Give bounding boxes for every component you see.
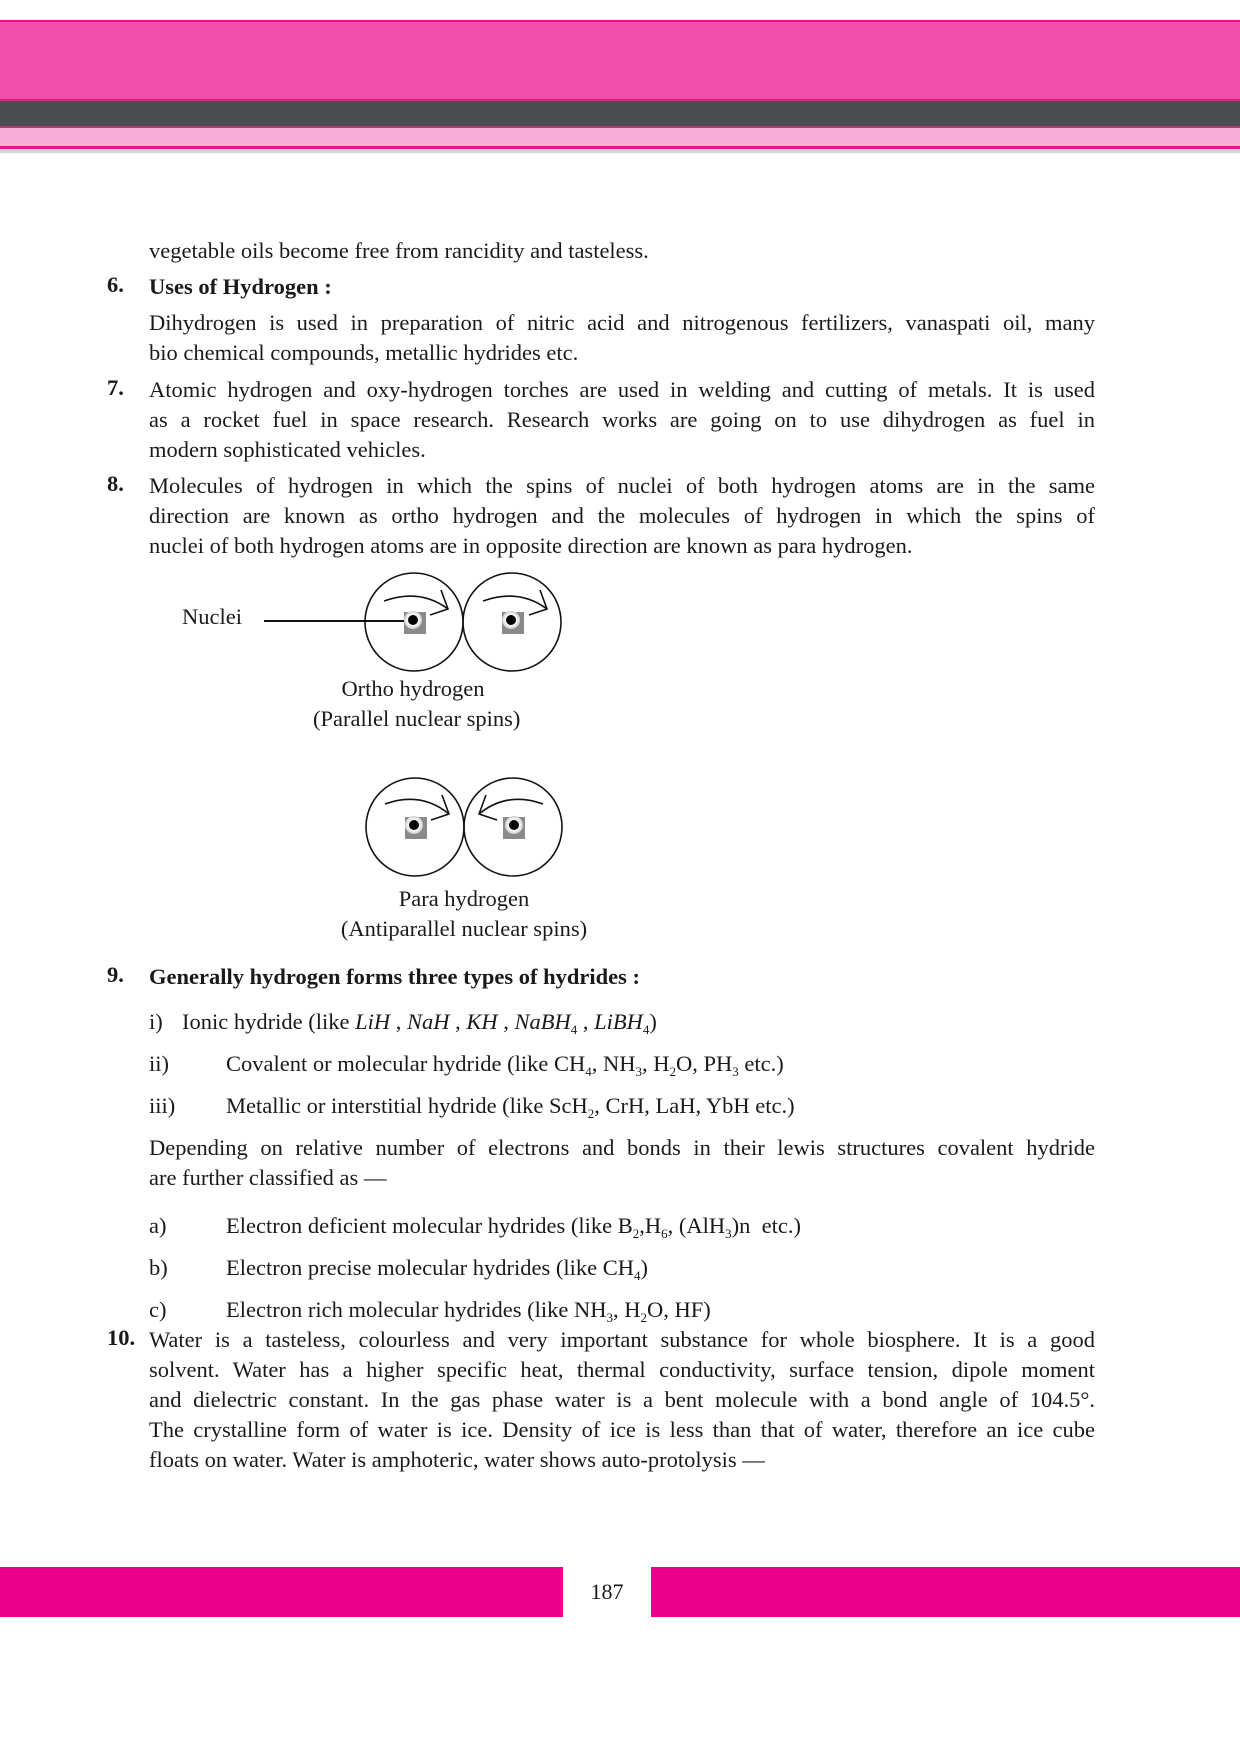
nucleus-square xyxy=(502,612,524,634)
spin-arrowhead xyxy=(430,590,448,615)
nucleus-dot xyxy=(506,615,516,625)
spin-arrowhead xyxy=(529,590,547,615)
nucleus-halo xyxy=(502,611,520,629)
para-title: Para hydrogen xyxy=(398,886,530,911)
class-electron-deficient: Electron deficient molecular hydrides (like $B_2,H_6$, (AlH$_3$)n etc.) xyxy=(226,1213,801,1241)
spin-arrowhead xyxy=(431,795,449,820)
page-number: 187 xyxy=(590,1579,624,1604)
para-atom-left xyxy=(366,778,464,876)
item-6-line: bio chemical compounds, metallic hydrides etc. xyxy=(149,340,579,365)
nucleus-halo xyxy=(404,611,422,629)
ionic-prefix: Ionic hydride (like xyxy=(182,1009,356,1034)
item-10-line: Water is a tasteless, colourless and very important substance for whole biosphere. It is a good xyxy=(149,1327,1095,1352)
continuation-text: vegetable oils become free from rancidity and tasteless. xyxy=(149,238,649,263)
item-7-line: Atomic hydrogen and oxy-hydrogen torches are used in welding and cutting of metals. It is used xyxy=(149,377,1095,402)
class-label: b) xyxy=(149,1255,168,1280)
classification-line: Depending on relative number of electrons and bonds in their lewis structures covalent hydride xyxy=(149,1135,1095,1160)
spin-arrow-clockwise xyxy=(384,596,448,609)
atom-circle xyxy=(463,573,561,671)
para-subtitle: (Antiparallel nuclear spins) xyxy=(340,916,588,941)
item-7-line: as a rocket fuel in space research. Research works are going on to use dihydrogen as fuel in xyxy=(149,407,1095,432)
nucleus-dot xyxy=(409,820,419,830)
footer-bar-right xyxy=(651,1567,1240,1617)
class-label: c) xyxy=(149,1297,167,1322)
spin-arrow-clockwise xyxy=(385,799,449,814)
item-10-line: solvent. Water has a higher specific heat, thermal conductivity, surface tension, dipole moment xyxy=(149,1357,1095,1382)
atom-circle xyxy=(464,778,562,876)
ionic-suffix: ) xyxy=(649,1009,657,1034)
nuclei-label: Nuclei xyxy=(182,604,242,629)
header-pink-band xyxy=(0,22,1240,99)
nucleus-dot xyxy=(509,820,519,830)
item-9-number: 9. xyxy=(107,962,124,987)
spin-arrowhead xyxy=(479,795,497,820)
item-10-number: 10. xyxy=(107,1325,136,1350)
spin-arrow-anticlockwise xyxy=(479,799,543,814)
ortho-title: Ortho hydrogen xyxy=(341,676,485,701)
item-8-line: Molecules of hydrogen in which the spins of nuclei of both hydrogen atoms are in the same xyxy=(149,473,1095,498)
hydride-type-label: ii) xyxy=(149,1051,169,1076)
classification-line: are further classified as — xyxy=(149,1165,387,1190)
para-atom-right xyxy=(464,778,562,876)
nucleus-square xyxy=(404,612,426,634)
item-10-line: The crystalline form of water is ice. Density of ice is less than that of water, therefore an ice cube xyxy=(149,1417,1095,1442)
item-8-line: direction are known as ortho hydrogen and the molecules of hydrogen in which the spins of xyxy=(149,503,1095,528)
item-6-heading: Uses of Hydrogen : xyxy=(149,274,332,299)
item-9-heading: Generally hydrogen forms three types of hydrides : xyxy=(149,964,641,989)
ortho-atom-left xyxy=(365,573,463,671)
item-8-line: nuclei of both hydrogen atoms are in opposite direction are known as para hydrogen. xyxy=(149,533,913,558)
item-6-number: 6. xyxy=(107,272,124,297)
hydride-type-metallic: Metallic or interstitial hydride (like ScH$_2$, CrH, LaH, YbH etc.) xyxy=(226,1093,795,1121)
header-dark-band xyxy=(0,99,1240,128)
item-10-line: and dielectric constant. In the gas phase water is a bent molecule with a bond angle of 104.5°. xyxy=(149,1387,1095,1412)
class-label: a) xyxy=(149,1213,167,1238)
item-10-line: floats on water. Water is amphoteric, water shows auto-protolysis — xyxy=(149,1447,765,1472)
ionic-formula: LiH , NaH , KH , NaBH$_4$ , LiBH$_4$ xyxy=(355,1009,650,1037)
atom-circle xyxy=(366,778,464,876)
hydride-type-ionic xyxy=(182,1007,657,1037)
spin-arrow-clockwise xyxy=(483,596,547,609)
nucleus-dot xyxy=(408,615,418,625)
ortho-atom-right xyxy=(463,573,561,671)
footer-bar-left xyxy=(0,1567,563,1617)
item-7-number: 7. xyxy=(107,375,124,400)
item-6-line: Dihydrogen is used in preparation of nitric acid and nitrogenous fertilizers, vanaspati oil, many xyxy=(149,310,1095,335)
hydride-type-covalent: Covalent or molecular hydride (like $CH_4$, $NH_3$, $H_2O$, $PH_3$ etc.) xyxy=(226,1051,784,1079)
header-grey-line xyxy=(0,149,1240,153)
ortho-subtitle: (Parallel nuclear spins) xyxy=(313,706,521,731)
atom-circle xyxy=(365,573,463,671)
item-8-number: 8. xyxy=(107,471,124,496)
nucleus-halo xyxy=(505,816,523,834)
hydride-type-label: i) xyxy=(149,1009,163,1034)
item-7-line: modern sophisticated vehicles. xyxy=(149,437,426,462)
nucleus-halo xyxy=(405,816,423,834)
hydride-type-label: iii) xyxy=(149,1093,176,1118)
class-electron-precise: Electron precise molecular hydrides (like $CH_4$) xyxy=(226,1255,648,1283)
nucleus-square xyxy=(405,817,427,839)
class-electron-rich: Electron rich molecular hydrides (like $NH_3$, $H_2O$, HF) xyxy=(226,1297,711,1325)
nucleus-square xyxy=(503,817,525,839)
header-light-pink-band xyxy=(0,128,1240,146)
